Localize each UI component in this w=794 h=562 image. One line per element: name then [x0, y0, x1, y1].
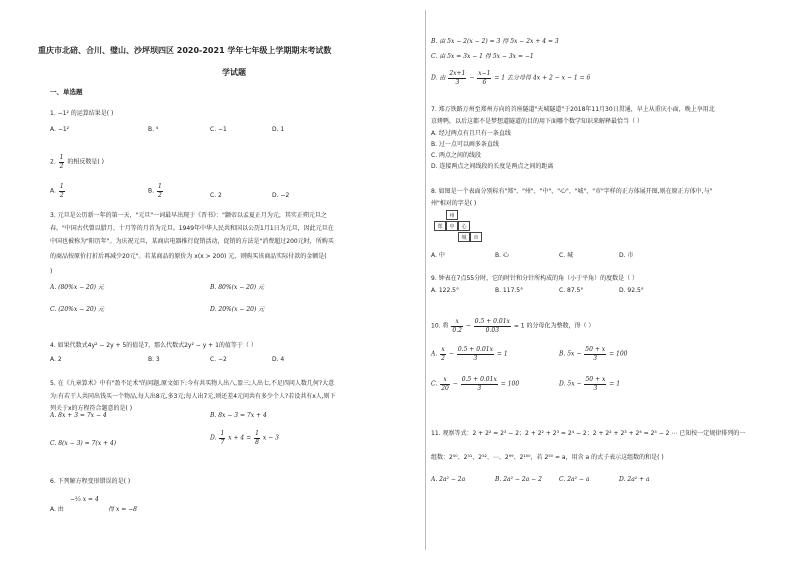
- right-column: [431, 0, 771, 562]
- question-5-line2: 为:有若干人共同出钱买一个物品,每人出8元,多3元;每人出7元,则还差4元问共有多少个人?若设共有x人,则下: [50, 393, 336, 400]
- q7-option-d: D. 连接两点之间线段的长度是两点之间的距离: [431, 163, 554, 170]
- q6-option-b: B. 由 5x − 2(x − 2) = 3 得 5x − 2x + 4 = 3: [431, 38, 559, 45]
- q5-d-label: D.: [210, 434, 217, 442]
- q3-option-c: C. (20%x − 20) 元: [50, 306, 104, 313]
- q10-c-rhs: = 100: [500, 380, 520, 388]
- q2-b-label: B.: [148, 187, 155, 195]
- q9-d-text: D. 92.5°: [619, 287, 644, 294]
- column-divider: [425, 10, 426, 550]
- q2-b-fraction: [157, 183, 163, 199]
- q10-post: 的分母化为整数，得（ ）: [526, 322, 595, 330]
- question-9-stem: 9. 钟表在7点55分时，它的时针和分针所构成的角（小于平角）的度数是（ ）: [431, 275, 638, 282]
- q10-b-rhs: = 100: [609, 350, 628, 358]
- q11-option-c: C. 2a² − a: [559, 476, 590, 483]
- q2-b-num: 1: [157, 183, 162, 190]
- q2-stem-text: 的相反数是( ): [67, 158, 104, 166]
- q10-a-label: A.: [431, 350, 438, 358]
- cube-face: 心: [458, 221, 470, 231]
- q2-fraction: [59, 154, 65, 170]
- question-11-line2: 组数：2⁵⁰、2⁵¹、2⁵²、⋯、2⁹⁹、2¹⁰⁰，若 2⁵⁰ = a，用含 a 的式子表示这组数的和是( ): [431, 454, 664, 461]
- cube-net-figure: [437, 210, 506, 246]
- q10-d-rhs: = 1: [609, 380, 621, 388]
- question-3-line3: 中国也被称为"阳历年"。为庆祝元旦，某商店电器推行促销活动，促销的方法是"消费超过200元时，所购买: [50, 238, 334, 245]
- question-3-line4: 的商品按原价打折后再减少20元"。若某商品的原价为 x(x > 200) 元，则购买该商品实际付款的金额是(: [50, 253, 327, 260]
- q11-option-a: A. 2a² − 2a: [431, 476, 466, 483]
- q2-a-den: 2: [59, 191, 64, 199]
- q8-option-a: A. 中: [431, 252, 445, 259]
- q10-option-c: C. $\frac{x}{20}$ − $\frac{0.5 + 0.01x}{3}$ = 100: [431, 376, 520, 392]
- cube-face: 市: [470, 232, 482, 242]
- q1-option-d: D. 1: [272, 126, 285, 133]
- q7-option-b: B. 过一点可以画多条直线: [431, 141, 499, 148]
- q8-option-c: C. 城: [559, 252, 574, 259]
- q2-a-label: A.: [50, 187, 56, 195]
- section-heading: 一、单选题: [50, 88, 83, 96]
- cube-face: 中: [446, 221, 458, 231]
- q6-d-result: 去分母得 4x + 2 − x − 1 = 6: [507, 74, 591, 82]
- q3-option-a: A. (80%x − 20) 元: [50, 284, 104, 291]
- question-5-line1: 5. 在《九章算术》中有"盈不足术"的问题,原文如下:今有共买物人出八,盈三;人出七,不足四问人数几何?大意: [50, 380, 335, 387]
- q5-option-b: B. 8x − 3 = 7x + 4: [210, 412, 267, 419]
- q2-a-fraction: [59, 183, 65, 199]
- paper-title: 重庆市北碚、合川、璧山、沙坪坝四区 2020-2021 学年七年级上学期期末考试数: [38, 46, 332, 55]
- question-1-stem: 1. −1² 的运算结果是( ): [50, 110, 114, 117]
- cube-face: 郑: [434, 221, 446, 231]
- q1-option-a: A. −1²: [50, 126, 70, 133]
- q1-option-b: B. ⁴: [148, 126, 159, 133]
- q11-option-d: D. 2a² + a: [619, 476, 650, 483]
- question-3-line5: ): [50, 268, 53, 275]
- q5-d-frac1: $\frac{1}{7}$: [220, 430, 225, 446]
- q10-frac-b: $\frac{0.5 + 0.01x}{0.03}$: [474, 318, 510, 334]
- q5-d-post: x − 3: [262, 434, 279, 442]
- question-4-stem: 4. 如果代数式4y² − 2y + 5的值是7，那么代数式2y² − y + 1的值等于（ ）: [50, 342, 257, 349]
- q6-d-frac2: $\frac{x-1}{6}$: [478, 70, 491, 86]
- q10-option-a: A. $\frac{x}{2}$ − $\frac{0.5 + 0.01x}{3}$ = 1: [431, 346, 508, 362]
- q1-option-c: C. −1: [210, 126, 227, 133]
- question-5-line3: 列关于x的方程符合题意的是( ): [50, 405, 133, 412]
- paper-title-cont: 学试题: [222, 68, 246, 77]
- q3-option-b: B. 80%(x − 20) 元: [210, 284, 265, 291]
- q2-frac-num: 1: [59, 154, 64, 161]
- question-2-stem: [50, 154, 104, 170]
- q2-number: 2.: [50, 158, 56, 166]
- question-8-line1: 8. 如图是一个表面分别标有"郑"、"州"、"中"、"心"、"城"、"市"字样的正方体展开图,则在原正方体中,与": [431, 188, 713, 195]
- cube-face: 州: [446, 210, 458, 220]
- q7-option-c: C. 两点之间的线段: [431, 152, 482, 159]
- q6-a-equation: −²⁄₃ x = 4: [70, 496, 99, 503]
- q10-option-d: D. 5x − $\frac{50 + x}{3}$ = 1: [559, 376, 621, 392]
- q6-option-c: C. 由 5x = 3x − 1 得 5x − 3x = −1: [431, 53, 534, 60]
- q5-option-c: C. 8(x − 3) = 7(x + 4): [50, 440, 117, 447]
- question-7-line1: 7. 郑万铁路万州至郑州方向的首座隧道"天城隧道"于2018年11月30日贯通，早上从重庆小面，晚上享用北: [431, 106, 715, 113]
- q2-frac-den: 2: [59, 162, 64, 170]
- q3-option-d: D. 20%(x − 20) 元: [210, 306, 265, 313]
- cube-face: 城: [458, 232, 470, 242]
- q2-b-den: 2: [157, 191, 162, 199]
- q6-d-label: D. 由: [431, 74, 446, 82]
- q5-option-a: A. 8x + 3 = 7x − 4: [50, 412, 107, 419]
- q10-option-b: B. 5x − $\frac{50 + x}{3}$ = 100: [559, 346, 628, 362]
- q6-option-a-label: A. 由: [50, 506, 64, 513]
- q6-d-frac1: $\frac{2x+1}{3}$: [449, 70, 466, 86]
- q10-pre: 10. 将: [431, 322, 449, 330]
- q6-option-d: D. 由 $\frac{2x+1}{3}$ − $\frac{x-1}{6}$ = 1 去分母得 4x + 2 − x − 1 = 6: [431, 70, 591, 86]
- question-11-line1: 11. 观察等式：2 + 2² = 2³ − 2；2 + 2² + 2³ = 2⁴ − 2；2 + 2² + 2³ + 2⁴ = 2⁵ − 2 ⋯ 已知按一定规律排列的一: [431, 430, 746, 437]
- q8-option-d: D. 市: [619, 252, 634, 259]
- q7-option-a: A. 经过两点有且只有一条直线: [431, 130, 511, 137]
- question-3-line1: 3. 元旦是公历新一年的第一天，"元旦"一词最早出现于《晋书》："颛帝以孟夏正月为元，其实正朔元旦之: [50, 212, 327, 219]
- q9-option-d: [619, 287, 644, 295]
- q2-option-a: [50, 183, 66, 199]
- left-column: [38, 0, 420, 562]
- q9-option-a: A. 122.5°: [431, 287, 459, 294]
- q10-b-label: B.: [559, 350, 566, 358]
- q2-option-b: [148, 183, 164, 199]
- q4-option-d: D. 4: [272, 356, 285, 363]
- q10-d-label: D.: [559, 380, 566, 388]
- question-7-line2: 京烤鸭，以后这都不是梦想道隧道的目的用下面哪个数学知识来解释最恰当（ ）: [431, 118, 643, 125]
- q5-d-frac2: $\frac{1}{8}$: [255, 430, 259, 446]
- q9-option-c: C. 87.5°: [559, 287, 584, 294]
- q5-d-mid: x + 4 =: [228, 434, 252, 442]
- q2-a-num: 1: [59, 183, 64, 190]
- question-8-line2: 州"相对的字是( ): [431, 200, 477, 207]
- q11-option-b: B. 2a² − 2a − 2: [495, 476, 542, 483]
- question-3-line2: 春。"中国古代曾以腊月、十月等的月首为元旦。1949年中华人民共和国以公历1月1日为元旦，因此元旦在: [50, 225, 334, 232]
- q10-a-rhs: = 1: [496, 350, 508, 358]
- q2-option-c: C. 2: [210, 192, 222, 199]
- question-10-stem: 10. 将 $\frac{x}{0.2}$ − $\frac{0.5 + 0.01x}{0.03}$ = 1 的分母化为整数，得（ ）: [431, 318, 595, 334]
- q2-option-d: D. −2: [272, 192, 290, 199]
- q10-c-label: C.: [431, 380, 438, 388]
- q4-option-c: C. −2: [210, 356, 227, 363]
- q5-option-d: [210, 430, 279, 446]
- q4-option-a: A. 2: [50, 356, 62, 363]
- q4-option-b: B. 3: [148, 356, 160, 363]
- q8-option-b: B. 心: [495, 252, 509, 259]
- q6-option-a-result: 得 x = −8: [108, 506, 137, 513]
- q10-frac-a: $\frac{x}{0.2}$: [452, 318, 462, 334]
- q9-option-b: B. 117.5°: [495, 287, 524, 294]
- question-6-stem: 6. 下列解方程变形错误的是( ): [50, 478, 131, 485]
